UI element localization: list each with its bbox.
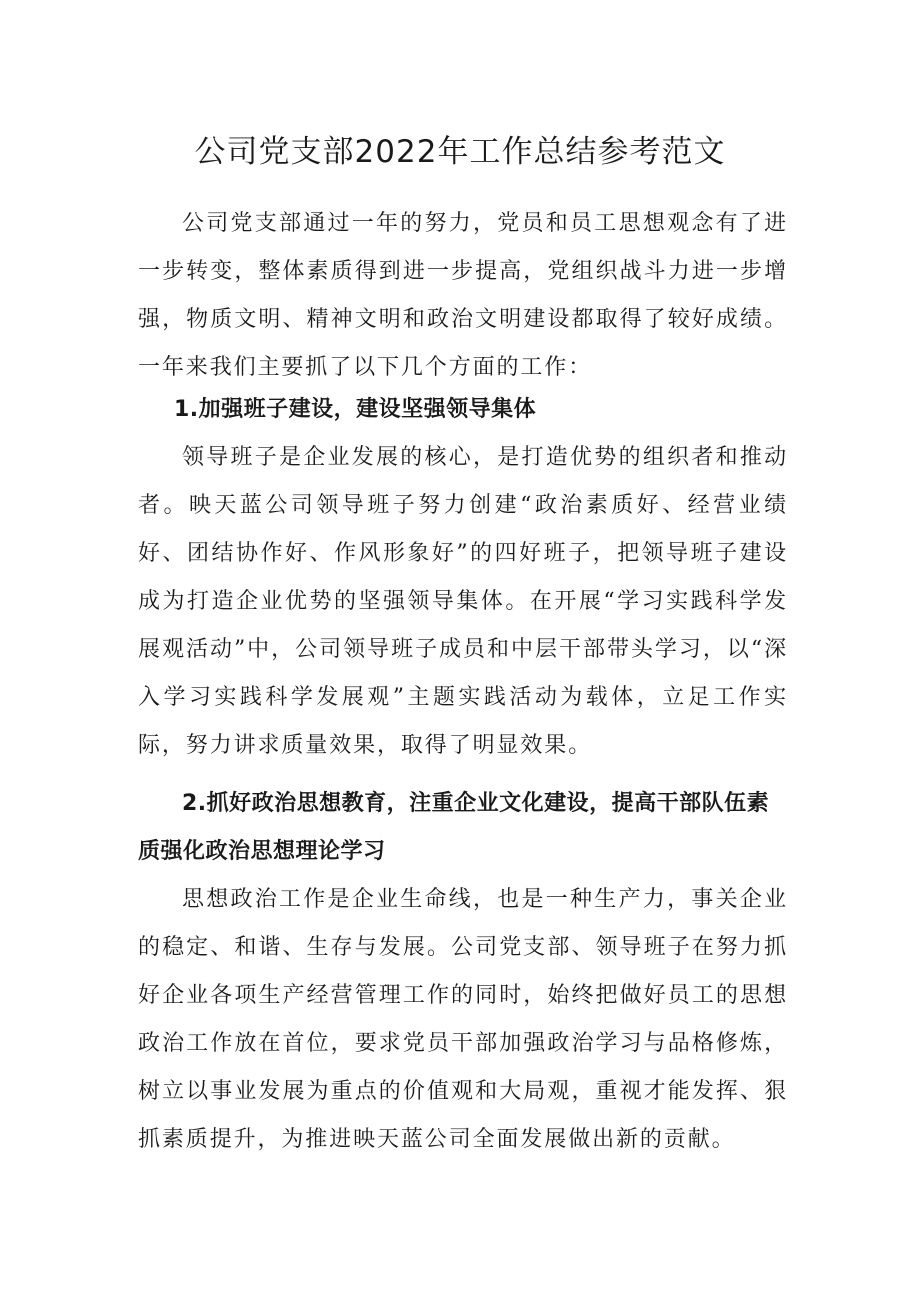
section-1-heading: 1.加强班子建设，建设坚强领导集体: [174, 397, 537, 422]
section-1-body: 领导班子是企业发展的核心，是打造优势的组织者和推动者。映天蓝公司领导班子努力创建“政治素质好、经营业绩好、团结协作好、作风形象好”的四好班子，把领导班子建设成为打造企业优势的坚强领导集体。在开展“学习实践科学发展观活动”中，公司领导班子成员和中层干部带头学习，以“深入学习实践科学发展观”主题实践活动为载体，立足工作实际，努力讲求质量效果，取得了明显效果。: [138, 445, 788, 758]
section-2-heading: 2.抓好政治思想教育，注重企业文化建设，提高干部队伍素质强化政治思想理论学习: [138, 791, 770, 864]
document-title: 公司党支部2022年工作总结参考范文: [194, 134, 726, 170]
section-2-body: 思想政治工作是企业生命线，也是一种生产力，事关企业的稳定、和谐、生存与发展。公司党支部、领导班子在努力抓好企业各项生产经营管理工作的同时，始终把做好员工的思想政治工作放在首位，要求党员干部加强政治学习与品格修炼，树立以事业发展为重点的价值观和大局观，重视才能发挥、狠抓素质提升，为推进映天蓝公司全面发展做出新的贡献。: [138, 887, 788, 1152]
intro-paragraph: 公司党支部通过一年的努力，党员和员工思想观念有了进一步转变，整体素质得到进一步提高，党组织战斗力进一步增强，物质文明、精神文明和政治文明建设都取得了较好成绩。一年来我们主要抓了以下几个方面的工作：: [138, 211, 788, 380]
